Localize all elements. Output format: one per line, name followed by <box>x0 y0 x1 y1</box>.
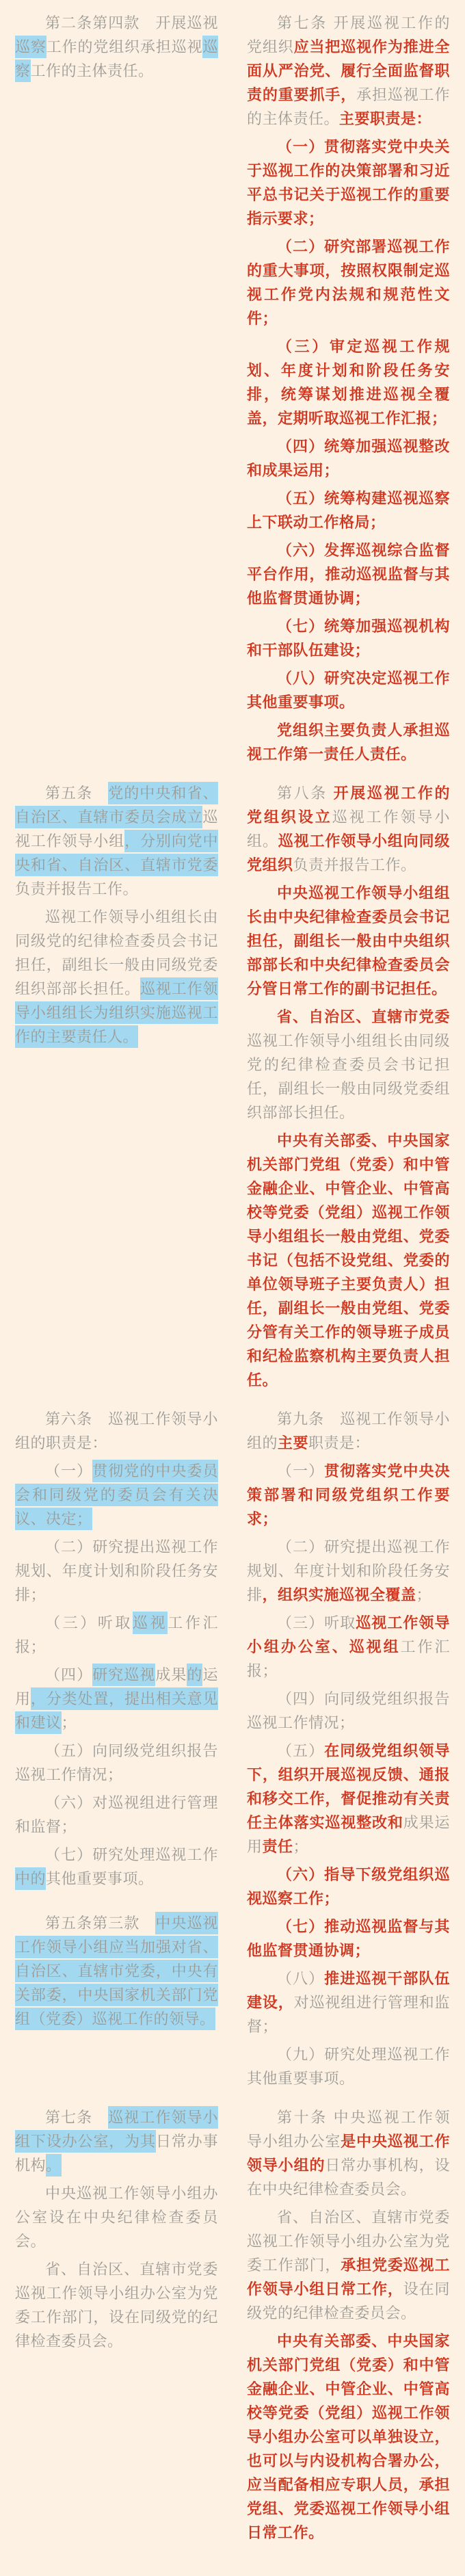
text-run: 工作的主体责任。 <box>30 62 154 79</box>
emphasized-text-run: （六）发挥巡视综合监督平台作用，推动巡视监督与其他监督贯通协调； <box>247 542 450 607</box>
paragraph <box>15 1407 218 1455</box>
text-run: （三）听取 <box>277 1614 356 1631</box>
text-run: （五） <box>277 1742 325 1759</box>
emphasized-text-run: 中央巡视工作领导小组组长由中央纪律检查委员会书记担任，副组长一般由中央组织部部长和中央纪律检查委员会分管日常工作的副书记担任。 <box>247 884 450 997</box>
paragraph <box>15 1843 218 1891</box>
text-run: ； <box>293 1838 309 1855</box>
text-run: 运用 <box>15 1666 218 1707</box>
emphasized-text-run: 省、自治区、直辖市党委 <box>277 1008 450 1025</box>
text-run: 第五条第三款 <box>45 1915 156 1932</box>
text-run: ； <box>61 1714 77 1731</box>
old-version-column <box>15 1407 218 2035</box>
text-run: 成果运用 <box>247 1814 450 1855</box>
emphasized-text-run: 巡视工作领导小组向同级党组织 <box>247 832 450 873</box>
highlighted-text-run: 巡察 <box>15 36 46 58</box>
paragraph <box>247 881 450 1001</box>
emphasized-text-run: 应当把巡视作为推进全面从严治党、履行全面监督职责的重要抓手， <box>247 38 450 103</box>
paragraph <box>247 1407 450 1455</box>
comparison-row-4 <box>15 2105 450 2549</box>
paragraph <box>247 1535 450 1607</box>
emphasized-text-run: 中央有关部委、中央国家机关部门党组（党委）和中管金融企业、中管企业、中管高校等党委（党组）巡视工作领导小组组长一般由党组、党委书记（包括不设党组、党委的单位领导班子主要负责人）担任，副组长一般由党组、党委分管有关工作的领导班子成员和纪检监察机构主要负责人担任。 <box>247 1132 450 1389</box>
text-run: （九）研究处理巡视工作其他重要事项。 <box>247 2046 450 2087</box>
text-run: （二）研究提出巡视工作规划、年度计划和阶段任务安排； <box>15 1538 218 1603</box>
paragraph <box>247 135 450 231</box>
new-version-column <box>247 781 450 1396</box>
emphasized-text-run: （七）推动巡视监督与其他监督贯通协调； <box>247 1918 450 1959</box>
highlighted-text-run: 。 <box>46 2154 62 2177</box>
text-run: 第八条 <box>277 785 334 802</box>
paragraph <box>247 781 450 877</box>
text-run: （四）向同级党组织报告巡视工作情况； <box>247 1690 450 1731</box>
highlighted-text-run: 贯彻党的中央委员会和同级党的委员会有关决议、决定； <box>15 1460 218 1530</box>
paragraph <box>15 1791 218 1839</box>
highlighted-text-run: ，分别向党中央和省、自治区、直辖市党委 <box>15 830 218 876</box>
text-run: （五）向同级党组织报告巡视工作情况； <box>15 1742 218 1783</box>
text-run: （四） <box>45 1666 93 1683</box>
emphasized-text-run: （三）审定巡视工作规划、年度计划和阶段任务安排，统筹谋划推进巡视全覆盖，定期听取巡视工作汇报； <box>247 338 450 427</box>
comparison-row-1 <box>15 11 450 770</box>
text-run: （三）听取 <box>45 1614 133 1631</box>
paragraph <box>15 1611 218 1659</box>
emphasized-text-run: 巡视工作领导小组办公室、巡视组 <box>247 1614 450 1655</box>
paragraph <box>247 538 450 610</box>
paragraph <box>15 1911 218 2031</box>
old-version-column <box>15 781 218 1053</box>
text-run: 日常办事机构 <box>15 2133 218 2174</box>
emphasized-text-run: （五）统筹构建巡视巡察上下联动工作格局； <box>247 490 450 531</box>
highlighted-text-run: 中的 <box>15 1867 46 1890</box>
paragraph <box>247 1967 450 2038</box>
highlighted-text-run: 的 <box>187 1664 202 1686</box>
paragraph <box>15 1535 218 1607</box>
emphasized-text-run: （八）研究决定巡视工作其他重要事项。 <box>247 670 450 711</box>
emphasized-text-run: 承担党委巡视工作领导小组日常工作， <box>247 2257 450 2298</box>
emphasized-text-run: 责任 <box>262 1838 293 1855</box>
paragraph <box>247 235 450 330</box>
paragraph <box>247 1687 450 1735</box>
paragraph <box>247 718 450 766</box>
old-version-column <box>15 11 218 87</box>
paragraph <box>247 1915 450 1962</box>
text-run: 第五条 <box>45 785 109 802</box>
paragraph <box>15 1459 218 1531</box>
text-run: 第七条 开展巡视工作的党组织 <box>247 14 450 55</box>
highlighted-text-run: 巡视工作领导小组组长为组织实施巡视工作的主要责任人。 <box>15 977 218 1048</box>
highlighted-text-run: 中央巡视工作领导小组应当加强对省、自治区、直辖市党委，中央有关部委，中央国家机关部门党组（党委）巡视工作的领导。 <box>15 1912 218 2030</box>
emphasized-text-run: 党组织主要负责人承担巡视工作第一责任人责任。 <box>247 722 450 763</box>
paragraph <box>247 486 450 534</box>
emphasized-text-run: 主要 <box>278 1434 309 1451</box>
paragraph <box>247 2205 450 2325</box>
text-run: 日常办事机构，设在中央纪律检查委员会。 <box>247 2157 450 2198</box>
emphasized-text-run: ，组织实施巡视全覆盖 <box>262 1586 416 1603</box>
paragraph <box>15 1663 218 1735</box>
emphasized-text-run: （一）贯彻落实党中央关于巡视工作的决策部署和习近平总书记关于巡视工作的重要指示要求； <box>247 138 450 227</box>
text-run: 中央巡视工作领导小组办公室设在中央纪律检查委员会。 <box>15 2185 218 2250</box>
new-version-column <box>247 2105 450 2549</box>
text-run: 第十条 中央巡视工作领导小组办公室 <box>247 2109 450 2150</box>
text-run: （八） <box>277 1970 325 1987</box>
highlighted-text-run: 研究巡视 <box>92 1664 155 1686</box>
paragraph <box>247 614 450 662</box>
emphasized-text-run: 开展巡视工作的党组织设立 <box>247 785 450 826</box>
paragraph <box>247 11 450 131</box>
text-run: （一） <box>45 1462 93 1480</box>
text-run: 第六条 巡视工作领导小组的职责是： <box>15 1410 218 1451</box>
paragraph <box>247 434 450 482</box>
paragraph <box>247 1863 450 1910</box>
text-run: 成果 <box>155 1666 187 1683</box>
text-run: 其他重要事项。 <box>46 1870 154 1887</box>
text-run: （六）对巡视组进行管理和监督； <box>15 1794 218 1835</box>
text-run: 第二条第四款 开展巡视 <box>45 14 218 31</box>
text-run: 第九条 巡视工作领导小组的 <box>247 1410 450 1451</box>
text-run: 设在同级党的纪律检查委员会。 <box>247 2281 450 2322</box>
new-version-column <box>247 1407 450 2094</box>
text-run: 巡视工作领导小组。 <box>247 809 450 850</box>
paragraph <box>247 2042 450 2090</box>
text-run: 巡视工作领导小组组长由同级党的纪律检查委员会书记担任，副组长一般由同级党委组织部部长担任。 <box>15 908 218 997</box>
paragraph <box>247 1459 450 1531</box>
highlighted-text-run: 巡视工作领导小组下设办公室，为其 <box>15 2106 218 2153</box>
text-run: 对巡视组进行管理和监督； <box>247 1994 450 2035</box>
new-version-column <box>247 11 450 770</box>
highlighted-text-run: 巡察 <box>15 36 218 82</box>
emphasized-text-run: 是中央巡视工作领导小组的 <box>247 2133 450 2174</box>
text-run: 省、自治区、直辖市党委巡视工作领导小组办公室为党委工作部门，设在同级党的纪律检查委员会。 <box>15 2261 218 2350</box>
text-run: 承担巡视工作的主体责任。 <box>247 86 450 127</box>
text-run: 第七条 <box>45 2109 109 2126</box>
paragraph <box>15 1739 218 1787</box>
paragraph <box>247 666 450 714</box>
comparison-row-2 <box>15 781 450 1396</box>
paragraph <box>247 2329 450 2545</box>
text-run: 省、自治区、直辖市党委巡视工作领导小组办公室为党委工作部门， <box>247 2209 450 2274</box>
paragraph <box>15 2105 218 2177</box>
paragraph <box>247 334 450 430</box>
text-run: 巡视工作领导小组组长由同级党的纪律检查委员会书记担任，副组长一般由同级党委组织部部长担任。 <box>247 1032 450 1121</box>
paragraph <box>15 905 218 1049</box>
text-run: （七）研究处理巡视工作 <box>45 1846 218 1863</box>
text-run: 负责并报告工作。 <box>293 856 416 873</box>
highlighted-text-run: 党的中央和省、自治区、直辖市委员会成立 <box>15 782 218 828</box>
emphasized-text-run: 贯彻落实党中央决策部署和同级党组织工作要求； <box>247 1462 450 1527</box>
paragraph <box>247 1611 450 1683</box>
paragraph <box>247 1005 450 1125</box>
comparison-row-3 <box>15 1407 450 2094</box>
paragraph <box>247 1129 450 1392</box>
paragraph <box>247 1739 450 1858</box>
old-version-column <box>15 2105 218 2357</box>
emphasized-text-run: （七）统筹加强巡视机构和干部队伍建设； <box>247 618 450 659</box>
emphasized-text-run: 主要职责是： <box>339 110 432 127</box>
text-run: ； <box>416 1586 432 1603</box>
text-run: （一） <box>277 1462 325 1480</box>
text-run: （二）研究提出巡视工作规划、年度计划和阶段任务安排 <box>247 1538 450 1603</box>
paragraph <box>15 781 218 901</box>
emphasized-text-run: 在同级党组织领导下，组织开展巡视反馈、通报和移交工作，督促推动有关责任主体落实巡视整改和 <box>247 1742 450 1831</box>
emphasized-text-run: 推进巡视干部队伍建设， <box>247 1970 450 2011</box>
emphasized-text-run: （二）研究部署巡视工作的重大事项，按照权限制定巡视工作党内法规和规范性文件； <box>247 238 450 327</box>
paragraph <box>15 2181 218 2253</box>
text-run: 工作汇报； <box>15 1614 218 1655</box>
emphasized-text-run: 中央有关部委、中央国家机关部门党组（党委）和中管金融企业、中管企业、中管高校等党委（党组）巡视工作领导小组办公室可以单独设立，也可以与内设机构合署办公，应当配备相应专职人员，承担党组、党委巡视工作领导小组日常工作。 <box>247 2332 450 2541</box>
paragraph <box>15 11 218 83</box>
emphasized-text-run: （六）指导下级党组织巡视巡察工作； <box>247 1866 450 1907</box>
highlighted-text-run: 巡视 <box>133 1612 168 1634</box>
emphasized-text-run: （四）统筹加强巡视整改和成果运用； <box>247 438 450 479</box>
text-run: 负责并报告工作。 <box>15 880 139 897</box>
text-run: 职责是： <box>308 1434 371 1451</box>
highlighted-text-run: ，分类处置，提出相关意见和建议 <box>15 1687 218 1734</box>
text-run: 巡视工作领导小组 <box>15 809 218 850</box>
text-run: 工作的党组织承担巡视 <box>46 38 203 55</box>
paragraph <box>15 2257 218 2353</box>
text-run: 工作汇报； <box>247 1638 450 1679</box>
paragraph <box>247 2105 450 2201</box>
